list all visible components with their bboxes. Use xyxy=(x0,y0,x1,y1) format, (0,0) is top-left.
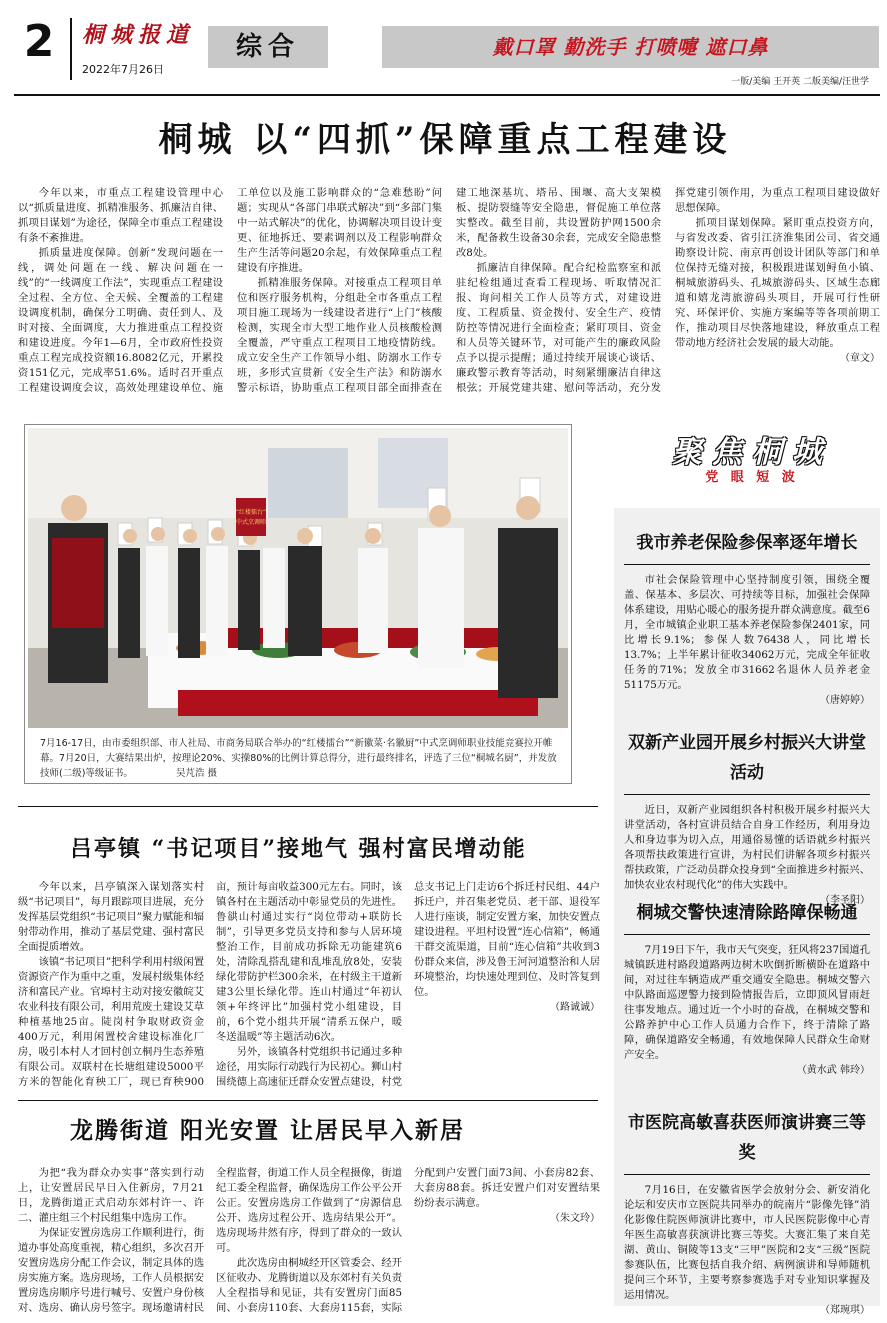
sidebar-item-title: 双新产业园开展乡村振兴大讲堂活动 xyxy=(628,733,866,783)
sidebar-item xyxy=(624,728,870,909)
article2-byline: （路诚诚） xyxy=(550,1002,600,1013)
sidebar-item-title: 桐城交警快速清除路障保畅通 xyxy=(636,903,858,923)
paper-name-logo: 桐城报道 xyxy=(82,22,195,48)
section-rule xyxy=(18,806,598,807)
sidebar-item-byline: （唐婷婷） xyxy=(820,695,870,706)
sidebar-banner xyxy=(622,436,882,486)
section-label: 综合 xyxy=(208,26,328,68)
sidebar-paragraph: 7月19日下午，我市天气突变，狂风将237国道孔城镇跃进村路段道路两边树木吹倒折断横卧在道路中间，对过往车辆造成严重交通安全隐患。桐城交警六中队路面巡逻警力接到险情报告后，立即顶风冒雨赶往事发地点。通过近一个小时的奋战，在桐城交警和公路养护中心工作人员通力合作下，终于清除了路障，确保道路安全畅通，有效地保障人民群众生命财产安全。 xyxy=(624,944,870,1061)
slogan-banner: 戴口罩 勤洗手 打喷嚏 遮口鼻 xyxy=(382,26,879,68)
article3-paragraph: 为保证安置房选房工作顺利进行，街道办事处高度重视，精心组织，多次召开安置房选房分配工作会议，制定具体的选房实施方案。选房现场，工作人员根据安置房选房顺序号进行喊号、安置户身份核对、选房、确认房号签字。现场邀请村民全程监督，街道工作人员全程摄像，街道纪工委全程监督，确保选房工作公平公开公正。安置房选房工作做到了“房源信息公开、选房过程公开、选房结果公开”。选房现场井然有序，得到了群众的一致认可。 xyxy=(18,1167,402,1314)
article2-body xyxy=(18,880,600,1100)
sidebar-item-text xyxy=(624,573,870,693)
masthead-divider xyxy=(70,18,72,80)
lead-headline: 桐城 以“四抓”保障重点工程建设 xyxy=(158,120,732,160)
article3-paragraph: 为把“我为群众办实事”落实到行动上，让安置居民早日入住新房，7月21日，龙腾街道正式启动东郊村许一、许二、灌庄组三个村民组集中选房工作。 xyxy=(18,1167,204,1224)
sidebar-panel xyxy=(614,508,880,1316)
photo-caption xyxy=(40,736,562,781)
sidebar-title-rule xyxy=(624,564,870,565)
article2-paragraph: 该镇“书记项目”把科学利用村级闲置资源资产作为重中之重，发展村级集体经济和富民产业。官埠村主动对接安徽皖艾农业科技有限公司，利用荒废土建设艾草种植基地25亩。陡岗村争取财政资金400万元，利用闲置校舍建设标准化厂房，吸引本村人才回村创立桐丹生态养殖有限公司。双联村在长塘组建设5000平方米的智能化育秧工厂，现已育秧900亩，预计每亩收益300元左右。同时，该镇各村在主题活动中彰显党员的先进性。鲁谼山村通过实行“岗位带动+联防长制”，引导更多党员支持和参与人居环境整治工作，目前成功拆除无功能建筑6处，清除乱搭乱建和乱堆乱放8处，安装绿化带防护栏300余米，在村级主干道新建3公里长绿化带。连山村通过“年初认领+年终评比”加强村党小组建设，目前，6个党小组共开展“清系五保户，暖冬送温暖”等主题活动6次。 xyxy=(18,881,402,1088)
sidebar-item-byline: （李圣阳） xyxy=(820,895,870,906)
lead-paragraph: 抓质量进度保障。创新“发现问题在一线，调处问题在一线、解决问题在一线”的“一线调度工作法”，实现重点工程建设全过程、全方位、全天候、全覆盖的工程建设调度机制，确保分工明确、责任到人、及时对接、全面调度，大力推进重点工程投资和建设进度。今年1—6月，全市政府性投资重点工程完成投资额16.8082亿元，开累投资151亿元，完成率51.6%。适时召开重点工程建设调度会议，高效处理建设单位、施工单位以及施工影响群众的“急难愁盼”问题；实现从“各部门串联式解决”到“多部门集中一站式解决”的优化，协调解决项目设计变更、征地拆迁、要素调剂以及工程影响群众生产生活等问题20余起，有效保障重点工程建设有序推进。 xyxy=(18,187,442,394)
section-rule xyxy=(18,1100,598,1101)
sidebar-banner-subtitle: 党 眼 短 波 xyxy=(705,470,799,485)
article3-body xyxy=(18,1166,600,1316)
sidebar-title-rule xyxy=(624,1174,870,1175)
page-number: 2 xyxy=(23,16,55,67)
photo-caption-text: 7月16-17日，由市委组织部、市人社局、市商务局联合举办的“红楼擂台”“新徽菜·名徽厨”中式烹调师职业技能竞赛拉开帷幕。7月20日，大赛结果出炉，按理论20%、实操80%的比例计算总得分，进行最终排名，评选了三位“桐城名厨”，并发放技师(二级)等级证书。 xyxy=(40,738,557,779)
sidebar-item-title: 市医院高敏喜获医师演讲赛三等奖 xyxy=(628,1113,866,1163)
article3-paragraph: 此次选房由桐城经开区管委会、经开区征收办、龙腾街道以及东郊村有关负责人全程指导和见证，共有安置房门面85间、小套房110套、大套房115套，实际分配到户安置门面73间、小套房82套、大套房88套。拆迁安置户们对安置结果纷纷表示满意。 xyxy=(216,1167,600,1314)
lead-paragraph: 抓项目谋划保障。紧盯重点投资方向，与省发改委、省引江济淮集团公司、省交通勘察设计院、南京再创设计团队等部门和单位保持无缝对接，积极跟进谋划鲟鱼小镇、桐城旅游码头、孔城旅游码头、区域生态廊道和嬉龙湾旅游码头项目，开展可行性研究、环保评价、实施方案编等等各项前期工作，推动项目尽快落地建设，释放重点工程带动地方经济社会发展的最大动能。 xyxy=(675,217,880,349)
photo-banner-text: 中式烹调师 xyxy=(235,519,267,526)
sidebar-paragraph: 近日，双新产业园组织各村积极开展乡村振兴大讲堂活动，各村宣讲员结合自身工作经历，利用身边人和身边事为切入点，用通俗易懂的话语就乡村振兴各项帮扶政策进行宣讲，为村民们讲解各项乡村振兴帮扶政策，广泛动员群众投身到“全面推进乡村振兴、加快农业农村现代化”的伟大实践中。 xyxy=(624,804,870,891)
lead-article-body xyxy=(18,186,880,398)
sidebar-item xyxy=(624,1108,870,1319)
photo-credit: 吴芃浩 摄 xyxy=(175,768,217,779)
photo-illustration xyxy=(28,428,568,728)
issue-date: 2022年7月26日 xyxy=(82,63,164,76)
sidebar-item xyxy=(624,898,870,1079)
sidebar-item-text xyxy=(624,1183,870,1303)
chef-competition-photo xyxy=(28,428,568,728)
lead-byline: （章文） xyxy=(840,353,880,364)
editors-credit: 一版/美编 王开英 二版美编/汪世学 xyxy=(731,77,869,87)
sidebar-item-text xyxy=(624,943,870,1063)
sidebar-item-text xyxy=(624,803,870,893)
lead-paragraph: 今年以来，市重点工程建设管理中心以“抓质量进度、抓精准服务、抓廉洁自律、抓项目谋划”为途径，保障全市重点工程建设有条不紊推进。 xyxy=(18,187,223,244)
article2-paragraph: 今年以来，吕亭镇深入谋划落实村级“书记项目”，每月跟踪项目进展，充分发挥基层党组织“书记项目”聚力赋能和辐射带动作用，推动了基层党建、强村富民全面提质增效。 xyxy=(18,881,204,953)
lead-paragraph: 抓廉洁自律保障。配合纪检监察室和派驻纪检组通过查看工程现场、听取情况汇报、询问相关工作人员等方式，对建设进度、工程质量、资金拨付、安全生产、疫情防控等情况进行全面检查；紧盯项目、资金和人员等关键环节，对可能产生的廉政风险点予以提示提醒；通过持续开展谈心谈话、廉政警示教育等活动，时刻紧绷廉洁自律这根弦；开展党建共建、慰问等活动，充分发挥党建引领作用，为重点工程项目建设做好思想保障。 xyxy=(456,187,880,394)
sidebar-title-rule xyxy=(624,794,870,795)
sidebar-item-title: 我市养老保险参保率逐年增长 xyxy=(636,533,858,553)
sidebar-item-byline: （黄水武 韩玲） xyxy=(796,1065,870,1076)
photo-banner-text: “红楼擂台” xyxy=(235,509,267,516)
lead-paragraph: 抓精准服务保障。对接重点工程项目单位和医疗服务机构，分组赴全市各重点工程项目施工现场为一线建设者进行“上门”核酸检测，实现全市大型工地作业人员核酸检测全覆盖，严守重点工程项目工地疫情防线。成立安全生产工作领导小组、防溺水工作专班，多形式宣贯新《安全生产法》和防溺水警示标语，协助重点工程项目部全面排查在建工地深基坑、塔吊、围堰、高大支架模板、提防裂缝等安全隐患，督促施工单位落实整改。截至目前，共设置防护网1500余米，配备救生设备30余套，完成安全隐患整改8处。 xyxy=(237,187,661,394)
sidebar-paragraph: 7月16日，在安徽省医学会放射分会、新安消化论坛和安庆市立医院共同举办的皖南片“影像先锋”消化影像住院医师演讲比赛中，市人民医院影像中心青年医生高敏喜获演讲比赛三等奖。大赛汇集了来自芜湖、黄山、铜陵等13支“三甲”医院和2支“三级”医院参赛队伍，比赛包括自我介绍、病例演讲和导师随机提问三个环节，主要考察参赛选手对专业知识掌握及运用情况。 xyxy=(624,1184,870,1301)
sidebar-title-rule xyxy=(624,934,870,935)
sidebar-item xyxy=(624,528,870,709)
sidebar-item-byline: （郑琬琪） xyxy=(820,1305,870,1316)
article3-byline: （朱文玲） xyxy=(550,1213,600,1224)
sidebar-paragraph: 市社会保险管理中心坚持制度引领，围绕全覆盖、保基本、多层次、可持续等目标，加强社会保障体系建设，用贴心暖心的服务提升群众满意度。截至6月，全市城镇企业职工基本养老保险参保2401家，同比增长9.1%；参保人数76438人，同比增长13.7%；上半年累计征收34062万元，完成全年征收任务的71%；发放全市31662名退休人员养老金51175万元。 xyxy=(624,574,870,691)
article2-headline: 吕亭镇 “书记项目”接地气 强村富民增动能 xyxy=(70,836,527,862)
article3-headline: 龙腾街道 阳光安置 让居民早入新居 xyxy=(70,1117,466,1144)
article2-paragraph: 另外，该镇各村党组织书记通过多种途径，用实际行动践行为民初心。狮山村围绕德上高速征迁群众安置点建设，村党总支书记上门走访6个拆迁村民组、44户拆迁户，并召集老党员、老干部、退役军人进行座谈，制定安置方案，加快安置点建设进程。平坦村设置“连心信箱”，畅通干群交流渠道，目前“连心信箱”共收到3份群众来信，涉及鲁王河河道整治和人居环境整治，均快速处理到位、及时答复到位。 xyxy=(216,881,600,1088)
sidebar-banner-title: 聚焦桐城 xyxy=(672,435,832,470)
masthead-rule xyxy=(14,94,880,96)
